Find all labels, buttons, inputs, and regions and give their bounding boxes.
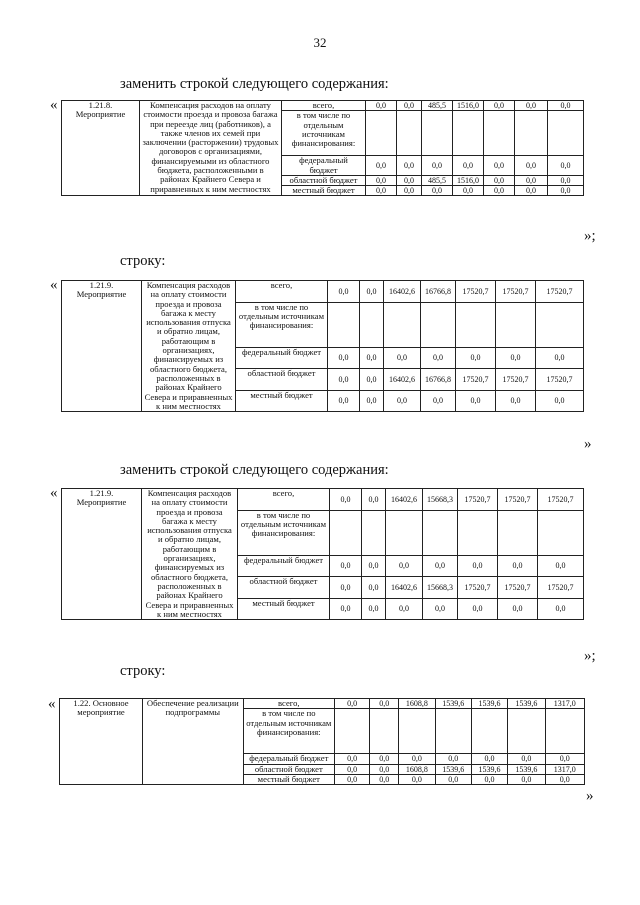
amount-cell: 0,0 [360,369,384,391]
amount-cell: 0,0 [484,175,515,185]
amount-cell: 0,0 [362,555,386,577]
amount-cell: 0,0 [330,489,362,511]
amount-cell: 0,0 [536,390,584,412]
funding-source-label: местный бюджет [238,598,330,620]
amount-cell: 0,0 [458,555,498,577]
item-code-cell [62,489,142,620]
item-code: 1.22. Основное [73,698,129,708]
amount-cell [399,709,435,754]
heading-row-2: строку: [120,663,166,679]
amount-cell: 0,0 [370,774,399,784]
amount-cell: 0,0 [370,699,399,709]
item-type: Мероприятие [76,497,127,508]
item-name: Обеспечение реализации подпрограммы [143,699,244,785]
funding-source-label: в том числе по отдельным источникам финансирования: [238,510,330,555]
funding-source-label: всего, [238,489,330,511]
funding-source-label: областной бюджет [236,369,328,391]
amount-cell: 0,0 [362,577,386,599]
amount-cell: 0,0 [471,774,507,784]
funding-source-label: областной бюджет [282,175,366,185]
amount-cell [423,510,458,555]
amount-cell: 0,0 [370,754,399,764]
amount-cell: 0,0 [498,555,538,577]
amount-cell: 16402,6 [384,281,421,303]
amount-cell: 0,0 [330,598,362,620]
funding-source-label: областной бюджет [238,577,330,599]
amount-cell: 1539,6 [471,699,507,709]
amount-cell: 0,0 [328,369,360,391]
table-row [62,489,584,511]
amount-cell: 17520,7 [496,281,536,303]
amount-cell: 0,0 [386,555,423,577]
amount-cell: 17520,7 [456,369,496,391]
amount-cell [397,111,422,156]
amount-cell: 1516,0 [453,101,484,111]
amount-cell: 17520,7 [498,489,538,511]
amount-cell: 0,0 [370,764,399,774]
amount-cell [370,709,399,754]
funding-source-label: местный бюджет [243,774,334,784]
amount-cell: 1539,6 [471,764,507,774]
amount-cell: 17520,7 [496,369,536,391]
amount-cell: 16766,8 [421,281,456,303]
amount-cell: 0,0 [458,598,498,620]
amount-cell: 1317,0 [545,699,584,709]
amount-cell: 0,0 [421,390,456,412]
amount-cell: 0,0 [397,156,422,176]
amount-cell [548,111,584,156]
close-quote: » [586,788,594,804]
amount-cell: 0,0 [334,754,369,764]
funding-source-label: областной бюджет [243,764,334,774]
amount-cell: 0,0 [423,555,458,577]
amount-cell [435,709,471,754]
table-row [60,699,585,709]
amount-cell: 0,0 [456,347,496,369]
item-code-cell [62,101,140,196]
close-quote: »; [584,648,596,664]
amount-cell: 0,0 [538,555,584,577]
item-type: Мероприятие [75,109,126,120]
amount-cell: 0,0 [548,186,584,196]
page-number: 32 [313,35,327,50]
funding-source-label: всего, [243,699,334,709]
close-quote: » [584,436,592,452]
amount-cell: 0,0 [484,156,515,176]
funding-source-label: местный бюджет [236,390,328,412]
amendment-table [59,698,585,785]
heading-replace-1: заменить строкой следующего содержания: [120,76,389,92]
amount-cell: 0,0 [496,390,536,412]
amount-cell: 0,0 [484,186,515,196]
item-code-cell [60,699,143,785]
funding-source-label: в том числе по отдельным источникам финансирования: [236,302,328,347]
amount-cell: 1539,6 [435,699,471,709]
amount-cell: 0,0 [328,347,360,369]
item-code-cell [62,281,142,412]
heading-row-1: строку: [120,253,166,269]
table-row [62,101,584,111]
amount-cell: 1539,6 [435,764,471,774]
amount-cell: 16402,6 [386,489,423,511]
item-type: Мероприятие [76,289,127,300]
amount-cell: 17520,7 [536,281,584,303]
amount-cell: 0,0 [334,764,369,774]
amount-cell [386,510,423,555]
amount-cell: 17520,7 [456,281,496,303]
item-name: Компенсация расходов на оплату стоимости проезда и провоза багажа при переезде лиц (работников), а также членов их семей при заключении (расторжении) трудовых договоров с организациями, финансируемыми из областного бюджета, расположенными в районах Крайнего Севера и приравненных к ним местностях [140,101,282,196]
amount-cell: 0,0 [362,489,386,511]
amount-cell: 0,0 [360,281,384,303]
amount-cell: 0,0 [384,347,421,369]
amount-cell: 16766,8 [421,369,456,391]
amount-cell: 0,0 [496,347,536,369]
amount-cell: 0,0 [545,754,584,764]
amount-cell: 0,0 [515,175,548,185]
item-name: Компенсация расходов на оплату стоимости проезда и провоза багажа к месту использования отпуска и обратно лицам, работающим в организациях, финансируемых из областного бюджета, расположенных в районах Крайнего Севера и приравненных к ним местностях [142,281,236,412]
open-quote: « [50,97,58,113]
heading-replace-2: заменить строкой следующего содержания: [120,462,389,478]
amount-cell: 0,0 [397,175,422,185]
amount-cell [545,709,584,754]
amount-cell: 0,0 [422,156,453,176]
funding-source-label: федеральный бюджет [238,555,330,577]
amount-cell: 0,0 [334,774,369,784]
amount-cell: 0,0 [328,281,360,303]
amount-cell: 15668,3 [423,577,458,599]
amount-cell: 0,0 [360,390,384,412]
amount-cell: 0,0 [384,390,421,412]
amount-cell: 0,0 [399,754,435,764]
amount-cell: 0,0 [548,175,584,185]
amount-cell: 0,0 [435,754,471,764]
amount-cell [334,709,369,754]
funding-source-label: федеральный бюджет [243,754,334,764]
amount-cell [330,510,362,555]
amount-cell: 485,5 [422,175,453,185]
amount-cell [366,111,397,156]
amount-cell [484,111,515,156]
amount-cell: 17520,7 [458,489,498,511]
funding-source-label: всего, [236,281,328,303]
amount-cell: 17520,7 [458,577,498,599]
amount-cell: 1516,0 [453,175,484,185]
amount-cell [496,302,536,347]
amount-cell: 0,0 [471,754,507,764]
amount-cell: 485,5 [422,101,453,111]
item-code: 1.21.8. [88,100,113,110]
amount-cell: 0,0 [362,598,386,620]
amount-cell: 0,0 [360,347,384,369]
amount-cell [458,510,498,555]
amount-cell [328,302,360,347]
amount-cell: 0,0 [515,186,548,196]
amount-cell: 15668,3 [423,489,458,511]
amount-cell: 0,0 [328,390,360,412]
amount-cell: 0,0 [548,101,584,111]
funding-source-label: в том числе по отдельным источникам финансирования: [282,111,366,156]
amount-cell [422,111,453,156]
amendment-table [61,100,584,196]
amount-cell: 0,0 [498,598,538,620]
amount-cell [360,302,384,347]
amount-cell: 0,0 [330,555,362,577]
amount-cell: 16402,6 [384,369,421,391]
close-quote: »; [584,228,596,244]
amount-cell [536,302,584,347]
amount-cell: 0,0 [334,699,369,709]
funding-source-label: местный бюджет [282,186,366,196]
open-quote: « [50,485,58,501]
amount-cell: 0,0 [515,156,548,176]
amount-cell: 0,0 [366,156,397,176]
amount-cell: 0,0 [435,774,471,784]
amount-cell: 0,0 [386,598,423,620]
funding-source-label: федеральный бюджет [282,156,366,176]
amount-cell: 0,0 [548,156,584,176]
amount-cell: 1608,8 [399,764,435,774]
amount-cell: 0,0 [397,101,422,111]
amount-cell: 0,0 [421,347,456,369]
amount-cell: 0,0 [422,186,453,196]
amount-cell: 0,0 [399,774,435,784]
funding-source-label: федеральный бюджет [236,347,328,369]
amount-cell [384,302,421,347]
amount-cell: 16402,6 [386,577,423,599]
funding-source-label: в том числе по отдельным источникам финансирования: [243,709,334,754]
amount-cell: 0,0 [508,774,545,784]
amendment-table [61,280,584,412]
amount-cell: 0,0 [366,186,397,196]
amount-cell: 0,0 [508,754,545,764]
amount-cell [421,302,456,347]
item-code: 1.21.9. [89,488,114,498]
amount-cell: 0,0 [545,774,584,784]
amount-cell: 0,0 [456,390,496,412]
open-quote: « [50,277,58,293]
amount-cell [456,302,496,347]
amount-cell: 17520,7 [538,489,584,511]
item-code: 1.21.9. [89,280,114,290]
amount-cell: 0,0 [330,577,362,599]
amount-cell: 0,0 [397,186,422,196]
amount-cell: 0,0 [423,598,458,620]
amount-cell: 17520,7 [538,577,584,599]
funding-source-label: всего, [282,101,366,111]
amount-cell: 0,0 [484,101,515,111]
table-row [62,281,584,303]
item-type: мероприятие [77,707,125,718]
amount-cell [508,709,545,754]
amount-cell: 0,0 [538,598,584,620]
amount-cell [515,111,548,156]
amount-cell: 0,0 [453,186,484,196]
amount-cell: 0,0 [453,156,484,176]
amount-cell: 17520,7 [498,577,538,599]
amendment-table [61,488,584,620]
amount-cell [453,111,484,156]
amount-cell: 0,0 [366,175,397,185]
amount-cell: 17520,7 [536,369,584,391]
amount-cell: 0,0 [515,101,548,111]
amount-cell: 1539,6 [508,699,545,709]
open-quote: « [48,696,56,712]
amount-cell: 1539,6 [508,764,545,774]
amount-cell [471,709,507,754]
amount-cell [538,510,584,555]
amount-cell: 0,0 [536,347,584,369]
amount-cell: 0,0 [366,101,397,111]
item-name: Компенсация расходов на оплату стоимости проезда и провоза багажа к месту использования отпуска и обратно лицам, работающим в организациях, финансируемых из областного бюджета, расположенных в районах Крайнего Севера и приравненных к ним местностях [142,489,238,620]
amount-cell: 1608,8 [399,699,435,709]
amount-cell [498,510,538,555]
amount-cell: 1317,0 [545,764,584,774]
amount-cell [362,510,386,555]
